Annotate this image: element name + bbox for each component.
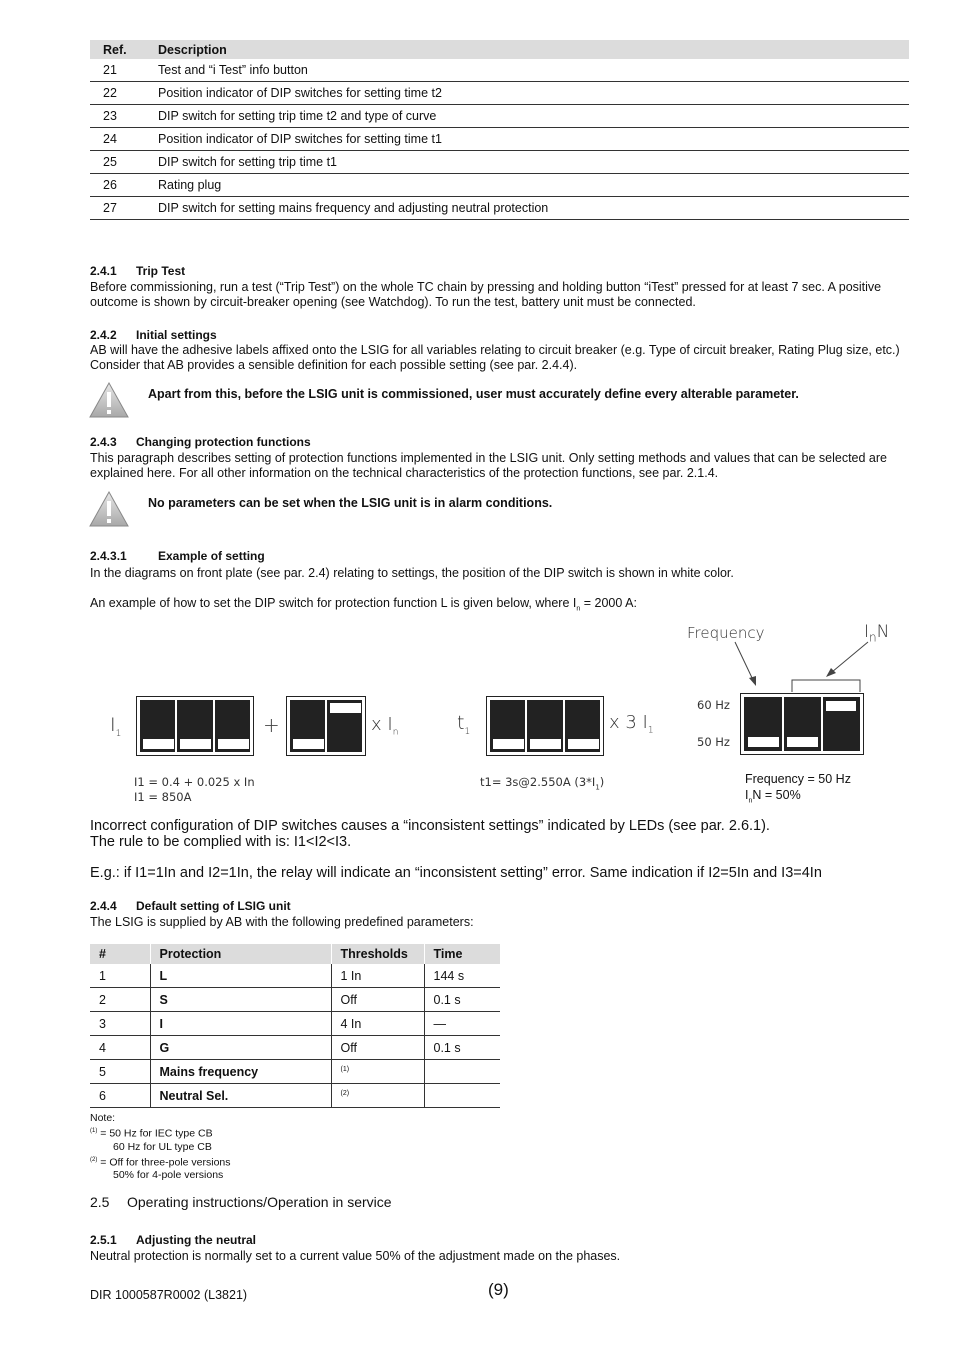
caption-line: I1 = 850A <box>134 790 192 804</box>
dip-lever <box>330 703 361 713</box>
page-number: (9) <box>488 1280 509 1299</box>
example-text: An example of how to set the DIP switch for protection function L is given below, where I <box>90 596 577 610</box>
inconsistent-line-3: E.g.: if I1=1In and I2=1In, the relay will indicate an “inconsistent setting” error. Same indication if I2=5In and I3=4In <box>90 865 822 881</box>
footnote-mark: (1) <box>90 1128 98 1134</box>
table-row <box>90 82 909 105</box>
table-row <box>90 59 909 82</box>
number-cell: 5 <box>90 1060 150 1084</box>
time-cell: — <box>424 1012 500 1036</box>
description-cell: Position indicator of DIP switches for setting time t2 <box>158 82 909 105</box>
subscript: n <box>748 797 753 805</box>
section-title: Adjusting the neutral <box>136 1233 256 1247</box>
time-header: Time <box>424 944 500 964</box>
dip-body <box>140 700 250 752</box>
arrow-head-icon <box>749 676 756 686</box>
dip-lever <box>748 737 779 747</box>
example-paragraph-1: In the diagrams on front plate (see par. 2.4) relating to settings, the position of the DIP switch is shown in white color. <box>90 566 734 580</box>
in-suffix: N <box>876 622 890 642</box>
t1-label <box>457 712 470 737</box>
section-heading-2-4-4 <box>90 899 291 913</box>
ref-cell: 27 <box>90 197 158 220</box>
threshold-cell <box>331 1084 424 1108</box>
warning-icon <box>89 491 129 527</box>
time-cell: 0.1 s <box>424 1036 500 1060</box>
footnote-mark: (1) <box>340 1065 350 1073</box>
ref-cell: 24 <box>90 128 158 151</box>
description-cell: Rating plug <box>158 174 909 197</box>
section-title: Example of setting <box>158 549 265 563</box>
description-cell: Test and “i Test” info button <box>158 59 909 82</box>
x3i1-label <box>609 712 654 736</box>
time-cell <box>424 1060 500 1084</box>
table-row <box>90 988 500 1012</box>
note-2 <box>90 1154 231 1170</box>
table-row <box>90 151 909 174</box>
dip-lever <box>143 739 174 749</box>
x3i1-text: x 3 I <box>609 712 648 733</box>
section-heading-2-5 <box>90 1194 392 1210</box>
section-title: Trip Test <box>136 264 186 278</box>
section-title: Operating instructions/Operation in service <box>127 1194 392 1210</box>
time-cell <box>424 1084 500 1108</box>
footnote-mark: (2) <box>340 1089 350 1097</box>
xin-text: x I <box>371 714 393 735</box>
subscript: 1 <box>647 725 654 736</box>
caption-line: Frequency = 50 Hz <box>745 772 851 786</box>
commissioning-warning: Apart from this, before the LSIG unit is commissioned, user must accurately define every alterable parameter. <box>148 387 799 401</box>
dip-body <box>290 700 362 752</box>
section-number: 2.5.1 <box>90 1233 117 1247</box>
section-title: Initial settings <box>136 328 217 342</box>
dip-separator <box>563 700 565 752</box>
i1-label <box>110 714 121 739</box>
protection-cell: I <box>150 1012 331 1036</box>
trip-test-paragraph: Before commissioning, run a test (“Trip Test”) on the whole TC chain by pressing and holding button “iTest” pressed for at least 7 sec. A positive outcome is shown by circuit-breaker opening (see Watchdog). To run the test, battery unit must be connected. <box>90 280 882 309</box>
threshold-cell <box>331 1060 424 1084</box>
table-row <box>90 197 909 220</box>
subscript: 1 <box>115 728 122 739</box>
dip-lever <box>787 737 818 747</box>
protection-header: Protection <box>150 944 331 964</box>
example-text: = 2000 A: <box>580 596 637 610</box>
in-text: I <box>864 622 870 642</box>
dip-body <box>744 697 860 751</box>
dip-separator <box>525 700 527 752</box>
dip-separator <box>325 700 327 752</box>
number-cell: 6 <box>90 1084 150 1108</box>
thresholds-header: Thresholds <box>331 944 424 964</box>
i1-text: I <box>110 714 116 736</box>
dip-separator <box>175 700 177 752</box>
caption-line: I1 = 0.4 + 0.025 x In <box>134 775 255 789</box>
note-text: = Off for three-pole versions <box>100 1156 231 1168</box>
60hz-label: 60 Hz <box>697 698 730 712</box>
ref-cell: 22 <box>90 82 158 105</box>
section-number: 2.4.1 <box>90 264 117 278</box>
example-paragraph-2 <box>90 596 910 617</box>
table-notes <box>90 1112 231 1182</box>
section-number: 2.4.4 <box>90 899 117 913</box>
dip-switch-in <box>286 696 366 756</box>
caption-text: ) <box>599 775 605 789</box>
t1-text: t <box>457 712 465 734</box>
ref-cell: 23 <box>90 105 158 128</box>
number-cell: 3 <box>90 1012 150 1036</box>
table-row <box>90 105 909 128</box>
protection-cell: L <box>150 964 331 988</box>
section-title: Changing protection functions <box>136 435 311 449</box>
plus-sign: + <box>263 713 280 737</box>
number-cell: 4 <box>90 1036 150 1060</box>
threshold-cell: 1 In <box>331 964 424 988</box>
description-cell: DIP switch for setting trip time t1 <box>158 151 909 174</box>
ref-cell: 26 <box>90 174 158 197</box>
description-cell: DIP switch for setting trip time t2 and type of curve <box>158 105 909 128</box>
default-table-header <box>90 944 500 964</box>
note-text: = 50 Hz for IEC type CB <box>100 1127 213 1140</box>
number-cell: 2 <box>90 988 150 1012</box>
table-row <box>90 1060 500 1084</box>
protection-cell: G <box>150 1036 331 1060</box>
dip-body <box>490 700 600 752</box>
ref-cell: 21 <box>90 59 158 82</box>
section-heading-2-5-1 <box>90 1233 256 1247</box>
frequency-caption <box>745 771 851 810</box>
section-number: 2.4.3 <box>90 435 117 449</box>
default-settings-paragraph: The LSIG is supplied by AB with the following predefined parameters: <box>90 915 474 929</box>
threshold-cell: Off <box>331 988 424 1012</box>
footnote-mark: (2) <box>90 1156 98 1163</box>
frequency-label: Frequency <box>687 624 765 642</box>
description-header: Description <box>158 40 909 59</box>
section-heading-2-4-2 <box>90 328 217 342</box>
xin-label <box>371 714 398 738</box>
i1-caption <box>134 775 255 805</box>
dip-separator <box>213 700 215 752</box>
section-number: 2.5 <box>90 1194 110 1210</box>
section-heading-2-4-3-1 <box>90 549 265 563</box>
dip-separator <box>782 697 784 751</box>
ref-header: Ref. <box>90 40 158 59</box>
arrow-head-icon <box>826 668 836 677</box>
table-row <box>90 174 909 197</box>
table-row <box>90 1084 500 1108</box>
note-2b: 50% for 4-pole versions <box>113 1169 224 1181</box>
reference-table-header <box>90 40 909 59</box>
dip-lever <box>826 701 856 711</box>
number-cell: 1 <box>90 964 150 988</box>
dip-separator <box>821 697 823 751</box>
subscript: 1 <box>464 726 471 737</box>
threshold-cell: Off <box>331 1036 424 1060</box>
description-cell: Position indicator of DIP switches for setting time t1 <box>158 128 909 151</box>
dip-switch-t1 <box>486 696 604 756</box>
table-row <box>90 964 500 988</box>
document-code: DIR 1000587R0002 (L3821) <box>90 1288 248 1302</box>
warning-icon <box>89 382 129 418</box>
alarm-warning: No parameters can be set when the LSIG unit is in alarm conditions. <box>148 496 553 510</box>
50hz-label: 50 Hz <box>697 735 730 749</box>
dip-lever <box>180 739 211 749</box>
number-header: # <box>90 944 150 964</box>
caption-text: t1= 3s@2.550A (3*I <box>480 775 596 789</box>
initial-settings-paragraph: AB will have the adhesive labels affixed onto the LSIG for all variables relating to circuit breaker (e.g. Type of circuit breaker, Rating Plug size, etc.) Consider that AB provides a sensible definition for each possible setting (see par. 2.4.4). <box>90 343 900 372</box>
dip-lever <box>568 739 599 749</box>
caption-text: N = 50% <box>752 788 801 802</box>
inconsistent-line-2: The rule to be complied with is: I1<I2<I3. <box>90 834 352 850</box>
in-n-label <box>864 622 889 644</box>
protection-functions-paragraph: This paragraph describes setting of protection functions implemented in the LSIG unit. Only setting methods and values that can be selected are explained here. For all other information on the technical characteristics of the protection functions, see par. 2.1.4. <box>90 451 887 480</box>
subscript: n <box>392 727 399 738</box>
subscript: 1 <box>595 783 600 792</box>
dip-switch-frequency-neutral <box>740 693 864 755</box>
protection-cell: S <box>150 988 331 1012</box>
reference-table <box>90 40 909 220</box>
section-heading-2-4-3 <box>90 435 311 449</box>
dip-lever <box>218 739 249 749</box>
caption-line <box>745 787 851 810</box>
inconsistent-line-1: Incorrect configuration of DIP switches causes a “inconsistent settings” indicated by LEDs (see par. 2.6.1). <box>90 818 770 834</box>
note-1 <box>90 1125 231 1141</box>
subscript: n <box>576 605 581 613</box>
subscript: n <box>869 630 877 645</box>
dip-switch-i1 <box>136 696 254 756</box>
ref-cell: 25 <box>90 151 158 174</box>
t1-caption <box>480 775 604 791</box>
table-row <box>90 128 909 151</box>
dip-lever <box>293 739 324 749</box>
default-settings-table <box>90 944 500 1108</box>
pointer-arrows <box>680 620 900 700</box>
description-cell: DIP switch for setting mains frequency and adjusting neutral protection <box>158 197 909 220</box>
threshold-cell: 4 In <box>331 1012 424 1036</box>
section-number: 2.4.2 <box>90 328 117 342</box>
dip-lever <box>493 739 524 749</box>
protection-cell: Neutral Sel. <box>150 1084 331 1108</box>
section-heading-2-4-1 <box>90 264 185 278</box>
section-title: Default setting of LSIG unit <box>136 899 291 913</box>
protection-cell: Mains frequency <box>150 1060 331 1084</box>
table-row <box>90 1012 500 1036</box>
section-number: 2.4.3.1 <box>90 549 127 563</box>
time-cell: 0.1 s <box>424 988 500 1012</box>
neutral-paragraph: Neutral protection is normally set to a current value 50% of the adjustment made on the phases. <box>90 1249 621 1263</box>
table-row <box>90 1036 500 1060</box>
time-cell: 144 s <box>424 964 500 988</box>
note-title: Note: <box>90 1112 116 1124</box>
caption-text: I <box>745 788 749 802</box>
dip-lever <box>530 739 561 749</box>
note-1b: 60 Hz for UL type CB <box>113 1140 212 1153</box>
